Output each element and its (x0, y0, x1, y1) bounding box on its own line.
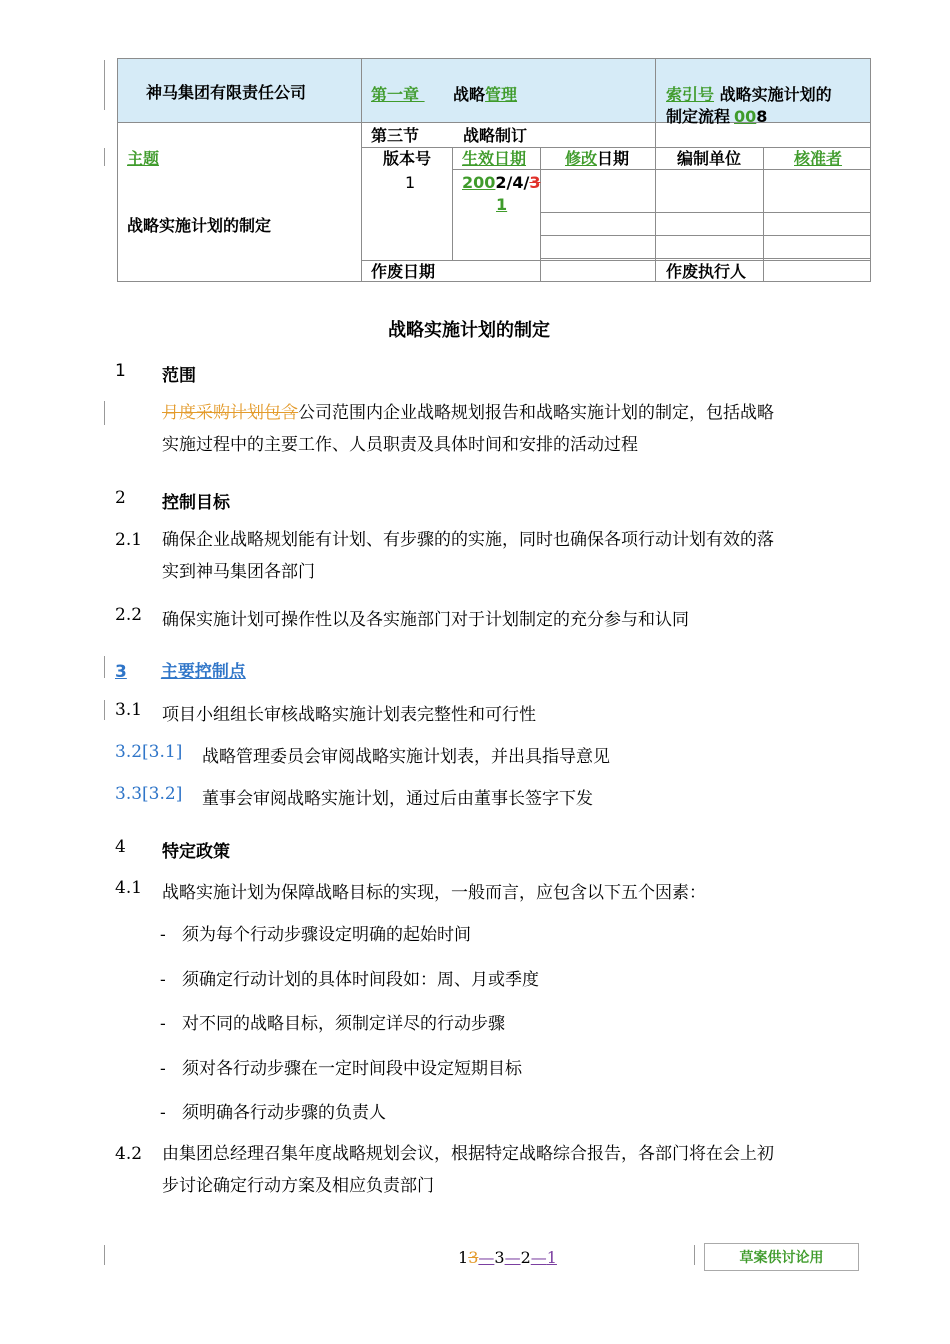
page-number-part: 1 (546, 1248, 557, 1267)
chapter-name-green: 管理 (485, 85, 518, 104)
section-3-1-text: 项目小组组长审核战略实施计划表完整性和可行性 (162, 705, 536, 725)
bullet-mark: - (160, 1103, 166, 1123)
company-name: 神马集团有限责任公司 (146, 83, 307, 102)
effective-value-struck: 3 (529, 173, 541, 192)
modify-label-green: 修改 (565, 149, 598, 168)
doc-title: 战略实施计划的制定 (388, 320, 550, 341)
bullet-mark: - (160, 925, 166, 945)
index-label: 索引号 (666, 85, 715, 104)
change-bar (104, 60, 105, 110)
section-1-text (162, 397, 862, 461)
section-2-number: 2 (115, 488, 126, 508)
index-title: 战略实施计划的 (719, 85, 832, 104)
version-value: 1 (405, 173, 416, 192)
page-number-part: 2 (520, 1248, 531, 1267)
section-3-3-number: 3.3[3.2] (115, 784, 183, 804)
section-number: 第三节 (371, 126, 420, 145)
section-4-number: 4 (115, 837, 126, 857)
header-table (117, 58, 871, 282)
void-executor-label: 作废执行人 (666, 262, 747, 281)
list-item-text: 对不同的战略目标，须制定详尽的行动步骤 (182, 1014, 505, 1034)
section-3-3-text: 董事会审阅战略实施计划，通过后由董事长签字下发 (202, 789, 593, 809)
section-3-title: 主要控制点 (160, 662, 246, 682)
list-item (160, 1009, 860, 1054)
index-code: 8 (756, 107, 768, 126)
effective-value (462, 172, 540, 216)
page-number-struck: 3 (468, 1248, 479, 1267)
section-3-2-text: 战略管理委员会审阅战略实施计划表，并出具指导意见 (202, 747, 610, 767)
section-4-1-number: 4.1 (115, 878, 143, 898)
change-bar (104, 401, 105, 425)
draft-stamp (704, 1243, 859, 1271)
list-item (160, 920, 860, 965)
modify-date-label (565, 148, 629, 170)
list-item (160, 1098, 860, 1143)
chapter-prefix: 第一章 (371, 85, 420, 104)
page-number-dash: — (478, 1248, 495, 1267)
bullet-mark: - (160, 1014, 166, 1034)
section-3-1-number: 3.1 (115, 700, 143, 720)
section-3-2-number: 3.2[3.1] (115, 742, 183, 762)
change-bar (104, 148, 105, 166)
section-1-line-1: 公司范围内企业战略规划报告和战略实施计划的制定，包括战略 (298, 403, 774, 423)
page-number-part: 1 (458, 1248, 469, 1267)
effective-value-a: 200 (462, 173, 496, 192)
page-number (458, 1248, 557, 1267)
section-name: 战略制订 (463, 126, 528, 145)
section-4-2-line-1: 由集团总经理召集年度战略规划会议，根据特定战略综合报告，各部门将在会上初 (162, 1144, 774, 1164)
change-bar (104, 656, 105, 678)
section-2-2-text: 确保实施计划可操作性以及各实施部门对于计划制定的充分参与和认同 (162, 610, 689, 630)
section-3-number: 3 (115, 662, 127, 682)
subject-label: 主题 (127, 149, 160, 168)
section-1-title: 范围 (162, 366, 196, 386)
subject-value: 战略实施计划的制定 (127, 216, 272, 235)
section-4-2-line-2: 步讨论确定行动方案及相应负责部门 (162, 1176, 434, 1196)
list-item-text: 须对各行动步骤在一定时间段中设定短期目标 (182, 1058, 522, 1079)
void-date-label: 作废日期 (371, 262, 436, 281)
version-label: 版本号 (383, 149, 432, 168)
bullet-list (160, 920, 860, 1143)
chapter-heading (371, 84, 517, 106)
change-bar (104, 1245, 105, 1265)
section-2-1-line-1: 确保企业战略规划能有计划、有步骤的的实施，同时也确保各项行动计划有效的落 (162, 530, 774, 550)
section-4-2-number: 4.2 (115, 1144, 143, 1164)
index-block (666, 84, 871, 128)
section-4-2-text (162, 1138, 862, 1202)
section-2-1-text (162, 524, 862, 588)
bullet-mark: - (160, 969, 166, 990)
approver-label: 核准者 (794, 149, 843, 168)
page-number-part: 3 (494, 1248, 505, 1267)
change-bar (694, 1245, 695, 1265)
section-2-title: 控制目标 (162, 493, 230, 513)
index-code-green: 00 (734, 107, 757, 126)
section-1-number: 1 (115, 361, 126, 381)
bullet-mark: - (160, 1058, 166, 1079)
chapter-name: 战略 (453, 85, 486, 104)
page-number-dash: — (504, 1248, 521, 1267)
change-bar (104, 700, 105, 720)
draft-stamp-text: 草案供讨论用 (739, 1250, 824, 1266)
effective-label: 生效日期 (462, 149, 527, 168)
section-3-heading (115, 657, 246, 682)
editor-label: 编制单位 (677, 149, 742, 168)
list-item-text: 须明确各行动步骤的负责人 (182, 1103, 386, 1123)
section-1-line-2: 实施过程中的主要工作、人员职责及具体时间和安排的活动过程 (162, 435, 638, 455)
list-item (160, 965, 860, 1010)
effective-value-b: 2/4/ (495, 173, 530, 192)
modify-label: 日期 (597, 149, 630, 168)
list-item-text: 须确定行动计划的具体时间段如：周、月或季度 (182, 969, 539, 990)
section-2-1-line-2: 实到神马集团各部门 (162, 562, 315, 582)
section-1-struck-text: 月度采购计划包含 (162, 403, 298, 423)
index-title-2: 制定流程 (666, 107, 731, 126)
list-item-text: 须为每个行动步骤设定明确的起始时间 (182, 925, 471, 945)
section-2-1-number: 2.1 (115, 530, 143, 550)
page-number-dash: — (530, 1248, 547, 1267)
section-4-1-text: 战略实施计划为保障战略目标的实现，一般而言，应包含以下五个因素： (162, 883, 706, 903)
list-item (160, 1054, 860, 1099)
effective-value-c: 1 (496, 195, 508, 214)
section-2-2-number: 2.2 (115, 605, 143, 625)
section-4-title: 特定政策 (162, 842, 230, 862)
